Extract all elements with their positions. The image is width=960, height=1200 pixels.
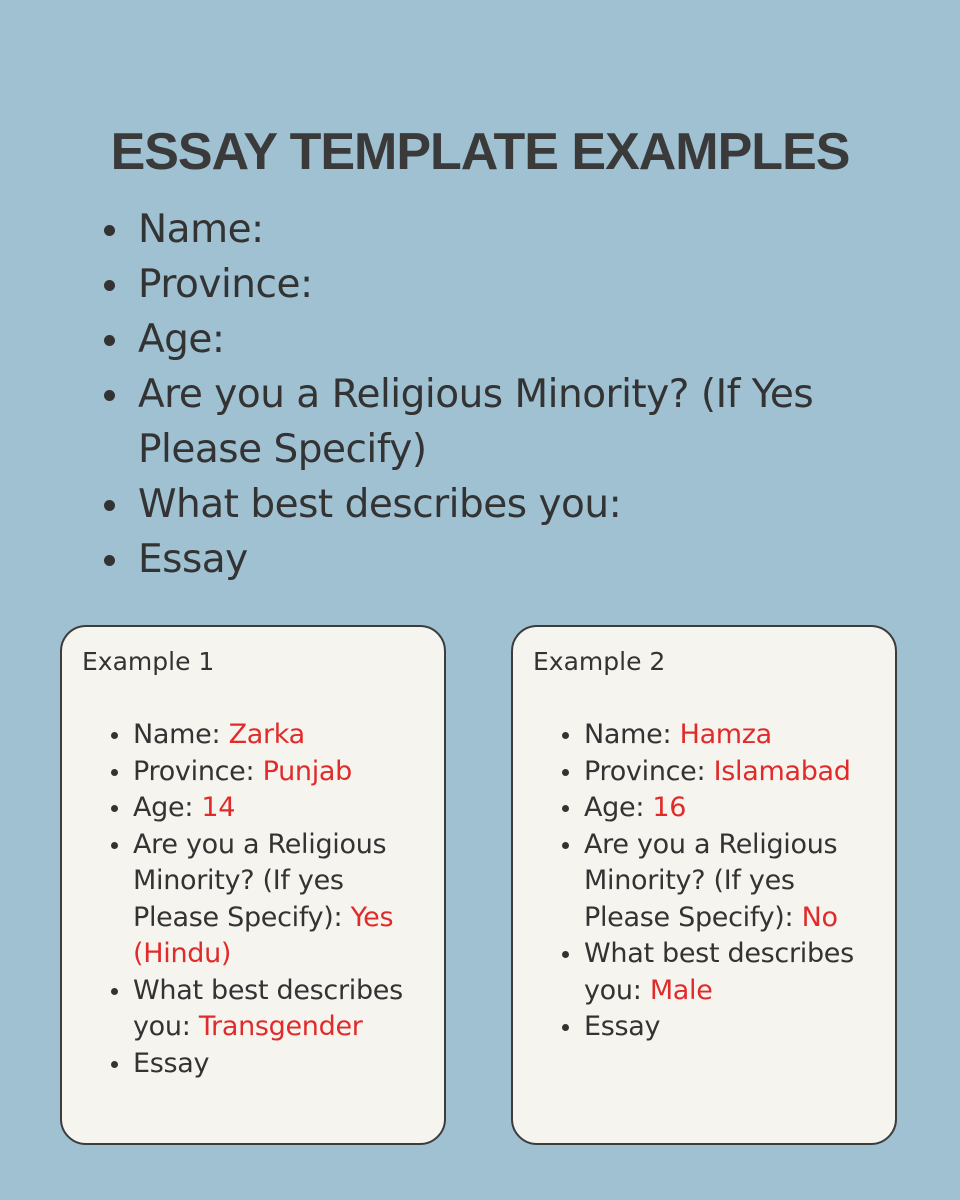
example-card-1 (60, 625, 446, 1145)
template-item-province: Province: (96, 257, 856, 312)
page-title: ESSAY TEMPLATE EXAMPLES (110, 123, 850, 181)
field-label: Are you a Religious Minority? (If yes Please Specify): (133, 828, 387, 933)
field-value: Punjab (262, 755, 352, 787)
field-label: Province: (584, 755, 706, 787)
field-value: No (801, 901, 838, 933)
example-item-age (82, 790, 432, 827)
field-label: Name: (133, 719, 221, 750)
example-heading: Example 2 (533, 647, 666, 676)
example-heading: Example 1 (82, 647, 215, 676)
field-value: Zarka (228, 719, 305, 750)
field-label: What best describes you: (133, 974, 403, 1042)
example-item-religious-minority (533, 827, 883, 937)
field-label: Name: (584, 719, 672, 750)
example-item-essay (82, 1046, 432, 1083)
field-label: Essay (133, 1047, 210, 1079)
template-item-essay: Essay (96, 532, 856, 587)
field-label: Age: (584, 792, 645, 823)
example-card-2 (511, 625, 897, 1145)
example-item-describes-you (533, 936, 883, 1009)
example-item-describes-you (82, 973, 432, 1046)
template-item-religious-minority: Are you a Religious Minority? (If Yes Please Specify) (96, 367, 856, 477)
field-value: 16 (652, 792, 687, 823)
template-item-describes-you: What best describes you: (96, 477, 856, 532)
template-item-name: Name: (96, 202, 856, 257)
example-item-essay (533, 1009, 883, 1046)
template-item-age: Age: (96, 312, 856, 367)
field-label: Age: (133, 792, 194, 823)
example-item-name (82, 717, 432, 754)
example-item-name (533, 717, 883, 754)
field-value: 14 (201, 792, 236, 823)
field-value: Male (649, 974, 713, 1006)
example-item-province (82, 754, 432, 791)
example-field-list (533, 717, 883, 1046)
template-field-list (96, 202, 856, 587)
field-label: What best describes you: (584, 938, 854, 1006)
field-label: Province: (133, 755, 255, 787)
example-item-age (533, 790, 883, 827)
field-value: Hamza (679, 719, 772, 750)
field-label: Are you a Religious Minority? (If yes Please Specify): (584, 828, 838, 933)
field-label: Essay (584, 1011, 661, 1042)
example-item-province (533, 754, 883, 791)
example-field-list (82, 717, 432, 1082)
field-value: Transgender (198, 1011, 363, 1042)
field-value: Yes (Hindu) (133, 901, 394, 969)
example-item-religious-minority (82, 827, 432, 973)
field-value: Islamabad (713, 755, 851, 787)
